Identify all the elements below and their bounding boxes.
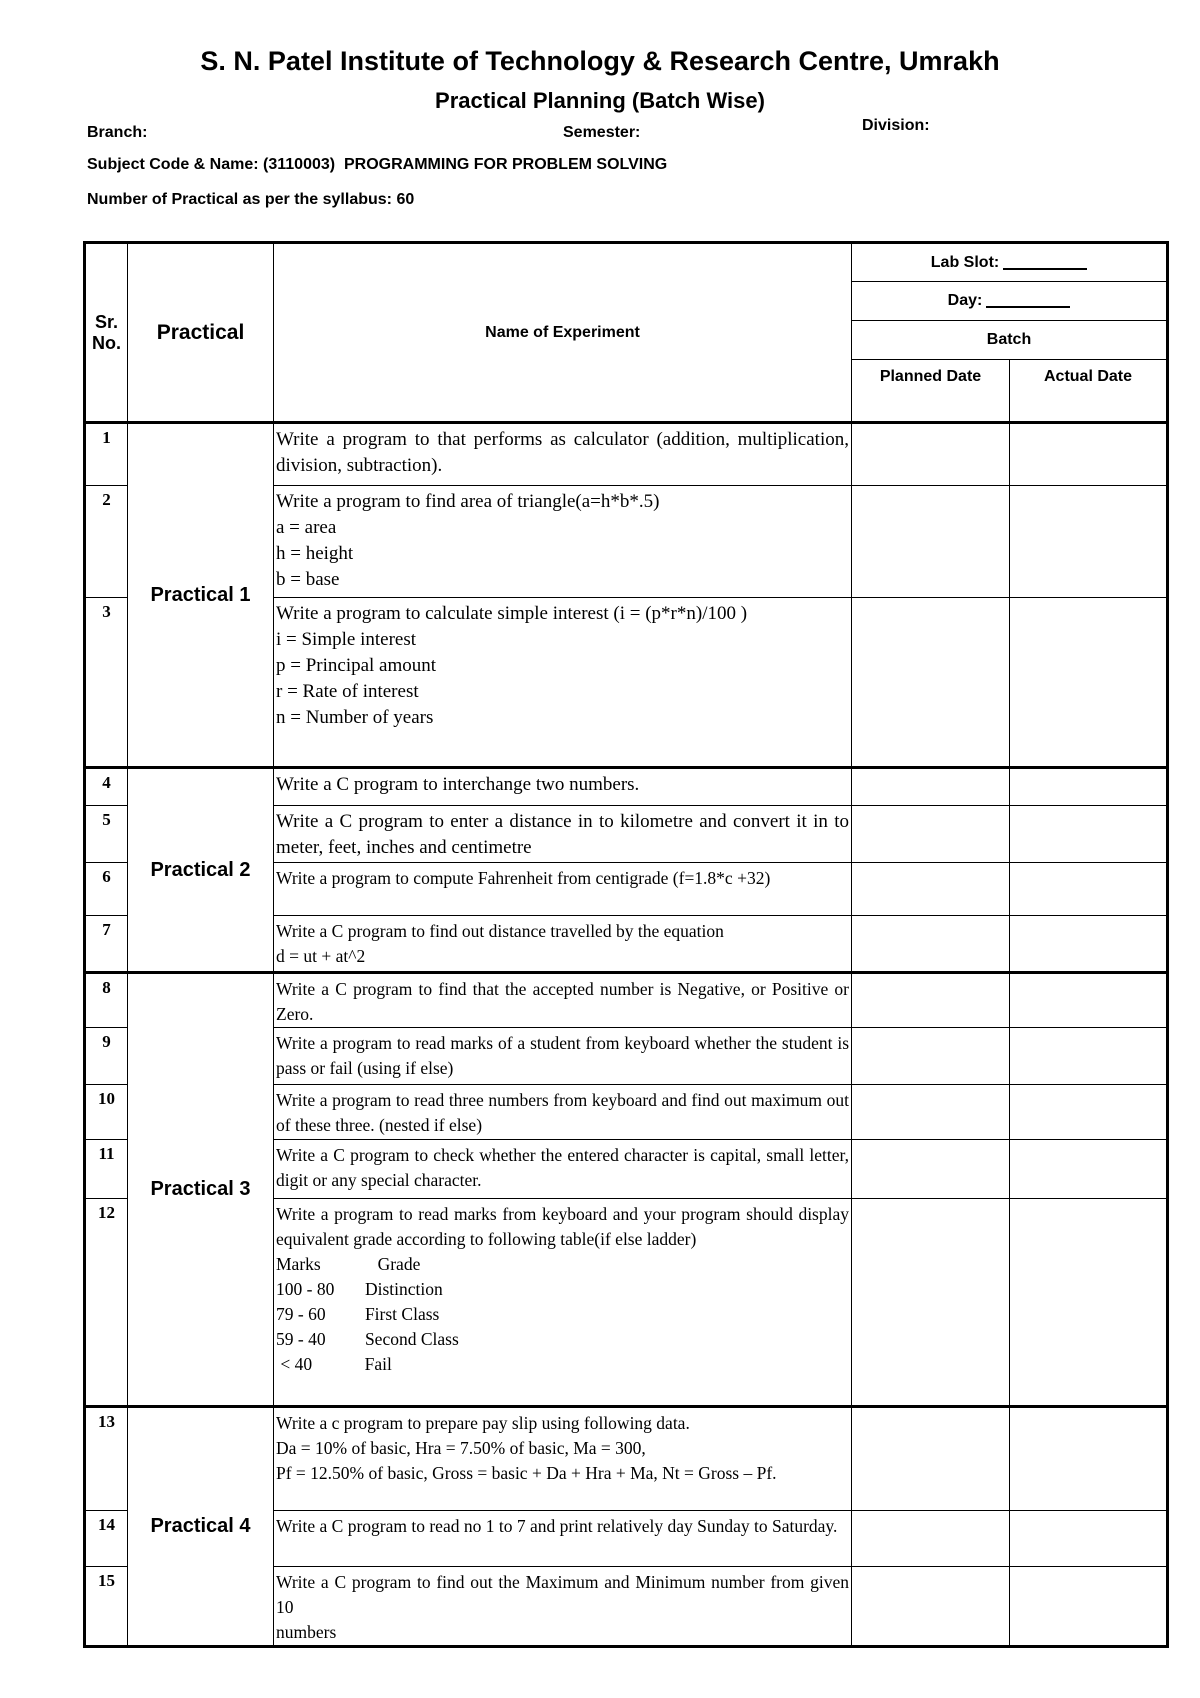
- experiment-text: [274, 973, 852, 1028]
- planned-date-cell[interactable]: [852, 1199, 1010, 1407]
- experiment-line: h = height: [276, 543, 354, 564]
- experiment-text: [274, 598, 852, 768]
- actual-date-cell[interactable]: [1010, 916, 1168, 973]
- practical-count: Number of Practical as per the syllabus: 60: [87, 191, 415, 208]
- subject-line: [87, 156, 667, 174]
- experiment-line: 79 - 60 First Class: [276, 1304, 440, 1324]
- actual-date-cell[interactable]: [1010, 598, 1168, 768]
- experiment-line: Write a program to read marks of a student from keyboard whether the student is pass or fail (using if else): [276, 1033, 849, 1078]
- experiment-text: [274, 863, 852, 916]
- header-row: [85, 243, 1168, 282]
- practical-label: Practical 3: [128, 973, 274, 1407]
- experiment-header: Name of Experiment: [274, 243, 852, 423]
- experiment-text: [274, 1028, 852, 1085]
- planned-date-cell[interactable]: [852, 1085, 1010, 1140]
- experiment-text: [274, 1199, 852, 1407]
- table-row: [85, 768, 1168, 806]
- experiment-line: Write a C program to read no 1 to 7 and print relatively day Sunday to Saturday.: [276, 1516, 838, 1536]
- day-label: Day:: [947, 292, 983, 309]
- sr-no: 12: [85, 1199, 128, 1407]
- actual-date-cell[interactable]: [1010, 973, 1168, 1028]
- actual-date-header: Actual Date: [1010, 360, 1168, 423]
- sr-no: 3: [85, 598, 128, 768]
- experiment-line: numbers: [276, 1622, 337, 1642]
- practical-label: Practical 1: [128, 423, 274, 768]
- sr-no: 8: [85, 973, 128, 1028]
- practical-label: Practical 2: [128, 768, 274, 973]
- lab-slot-label: Lab Slot:: [930, 253, 1000, 271]
- experiment-line: d = ut + at^2: [276, 946, 366, 966]
- sr-no: 1: [85, 423, 128, 486]
- sr-no: 7: [85, 916, 128, 973]
- experiment-line: r = Rate of interest: [276, 681, 419, 702]
- branch-label: Branch:: [87, 124, 148, 141]
- experiment-line: Write a c program to prepare pay slip using following data.: [276, 1413, 690, 1433]
- experiment-line: Write a C program to check whether the entered character is capital, small letter, digit or any special character.: [276, 1145, 849, 1190]
- practical-label: Practical 4: [128, 1407, 274, 1647]
- planned-date-cell[interactable]: [852, 863, 1010, 916]
- sr-no: 15: [85, 1567, 128, 1647]
- planned-date-cell[interactable]: [852, 1407, 1010, 1511]
- planned-date-cell[interactable]: [852, 806, 1010, 863]
- actual-date-cell[interactable]: [1010, 806, 1168, 863]
- experiment-text: [274, 768, 852, 806]
- day-blank[interactable]: [986, 306, 1070, 308]
- experiment-text: [274, 423, 852, 486]
- sr-no: 4: [85, 768, 128, 806]
- experiment-line: Write a C program to enter a distance in to kilometre and convert it in to meter, feet, inches and centimetre: [276, 811, 849, 858]
- institute-title: S. N. Patel Institute of Technology & Research Centre, Umrakh: [200, 46, 1000, 76]
- experiment-text: [274, 916, 852, 973]
- actual-date-cell[interactable]: [1010, 1511, 1168, 1567]
- actual-date-cell[interactable]: [1010, 1028, 1168, 1085]
- experiment-line: Marks Grade: [276, 1254, 421, 1274]
- subject-code-label: Subject Code & Name: (3110003): [87, 156, 336, 173]
- planned-date-cell[interactable]: [852, 768, 1010, 806]
- sr-no: 11: [85, 1140, 128, 1199]
- actual-date-cell[interactable]: [1010, 486, 1168, 598]
- actual-date-cell[interactable]: [1010, 1199, 1168, 1407]
- planned-date-cell[interactable]: [852, 423, 1010, 486]
- experiment-line: Write a program to that performs as calculator (addition, multiplication, division, subtraction).: [276, 429, 849, 476]
- sr-no: 2: [85, 486, 128, 598]
- experiment-text: [274, 806, 852, 863]
- experiment-line: a = area: [276, 517, 337, 538]
- experiment-line: Write a program to calculate simple interest (i = (p*r*n)/100 ): [276, 603, 748, 624]
- planned-date-cell[interactable]: [852, 973, 1010, 1028]
- experiment-line: < 40 Fail: [276, 1354, 392, 1374]
- actual-date-cell[interactable]: [1010, 1140, 1168, 1199]
- lab-slot-cell: [852, 243, 1168, 282]
- sr-no: 9: [85, 1028, 128, 1085]
- sr-no: 13: [85, 1407, 128, 1511]
- experiment-line: Pf = 12.50% of basic, Gross = basic + Da + Hra + Ma, Nt = Gross – Pf.: [276, 1463, 777, 1483]
- day-cell: [852, 282, 1168, 321]
- experiment-text: [274, 1511, 852, 1567]
- experiment-line: Write a C program to interchange two numbers.: [276, 774, 640, 795]
- experiment-line: Write a program to compute Fahrenheit from centigrade (f=1.8*c +32): [276, 868, 771, 888]
- table-row: [85, 1407, 1168, 1511]
- planned-date-cell[interactable]: [852, 486, 1010, 598]
- experiment-text: [274, 1567, 852, 1647]
- sr-no: 6: [85, 863, 128, 916]
- experiment-line: 100 - 80 Distinction: [276, 1279, 443, 1299]
- experiment-line: Write a program to read marks from keyboard and your program should display equivalent grade according to following table(if else ladder): [276, 1204, 849, 1249]
- actual-date-cell[interactable]: [1010, 423, 1168, 486]
- planned-date-cell[interactable]: [852, 1028, 1010, 1085]
- actual-date-cell[interactable]: [1010, 1085, 1168, 1140]
- experiment-line: Write a program to find area of triangle(a=h*b*.5): [276, 491, 660, 512]
- experiment-line: Write a C program to find out distance travelled by the equation: [276, 921, 724, 941]
- actual-date-cell[interactable]: [1010, 1407, 1168, 1511]
- sr-no: 14: [85, 1511, 128, 1567]
- experiment-text: [274, 486, 852, 598]
- actual-date-cell[interactable]: [1010, 768, 1168, 806]
- batch-header: Batch: [852, 321, 1168, 360]
- experiment-line: i = Simple interest: [276, 629, 417, 650]
- planned-date-cell[interactable]: [852, 916, 1010, 973]
- actual-date-cell[interactable]: [1010, 1567, 1168, 1647]
- subject-name: PROGRAMMING FOR PROBLEM SOLVING: [343, 156, 668, 173]
- experiment-line: b = base: [276, 569, 340, 590]
- experiment-line: Write a C program to find that the accepted number is Negative, or Positive or Zero.: [276, 979, 849, 1024]
- sr-no: 10: [85, 1085, 128, 1140]
- table-row: [85, 973, 1168, 1028]
- division-label: Division:: [862, 117, 930, 134]
- sr-no-header: Sr. No.: [85, 243, 128, 423]
- experiment-line: 59 - 40 Second Class: [276, 1329, 459, 1349]
- page-subtitle: Practical Planning (Batch Wise): [435, 88, 765, 113]
- planned-date-cell[interactable]: [852, 1140, 1010, 1199]
- planned-date-cell[interactable]: [852, 598, 1010, 768]
- experiment-line: Write a C program to find out the Maximum and Minimum number from given 10: [276, 1572, 849, 1617]
- practical-header: Practical: [128, 243, 274, 423]
- planned-date-cell[interactable]: [852, 1511, 1010, 1567]
- experiment-text: [274, 1085, 852, 1140]
- planned-date-header: Planned Date: [852, 360, 1010, 423]
- experiment-line: Da = 10% of basic, Hra = 7.50% of basic, Ma = 300,: [276, 1438, 646, 1458]
- sr-no: 5: [85, 806, 128, 863]
- table-row: [85, 423, 1168, 486]
- actual-date-cell[interactable]: [1010, 863, 1168, 916]
- experiment-line: p = Principal amount: [276, 655, 437, 676]
- lab-slot-blank[interactable]: [1003, 268, 1087, 270]
- semester-label: Semester:: [563, 124, 641, 141]
- experiment-text: [274, 1407, 852, 1511]
- practical-planning-table: [83, 241, 1169, 1648]
- experiment-line: n = Number of years: [276, 707, 434, 728]
- planned-date-cell[interactable]: [852, 1567, 1010, 1647]
- experiment-line: Write a program to read three numbers from keyboard and find out maximum out of these three. (nested if else): [276, 1090, 849, 1135]
- experiment-text: [274, 1140, 852, 1199]
